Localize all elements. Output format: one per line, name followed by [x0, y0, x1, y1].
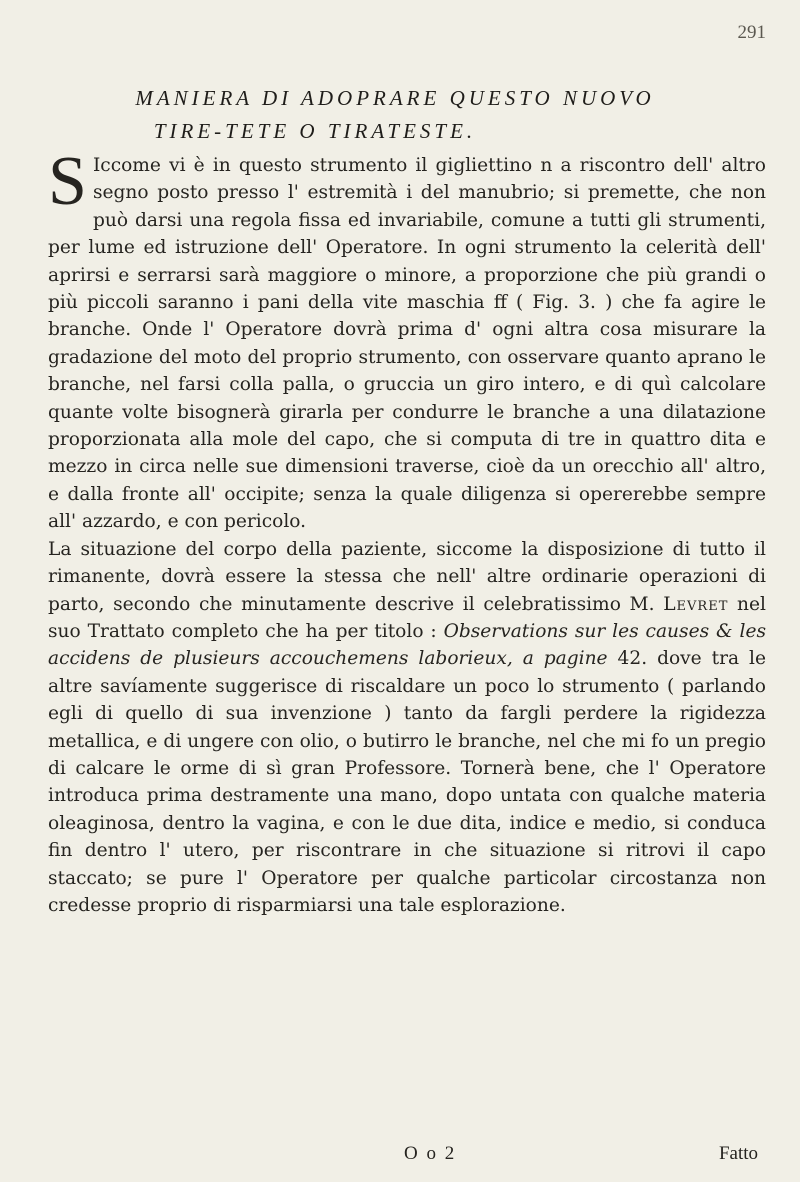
catchword: Fatto — [718, 1143, 758, 1164]
paragraph-2 — [48, 536, 766, 920]
section-heading-line-2: TIRE-TETE O TIRATESTE. — [153, 119, 477, 143]
cited-title: Observations sur les causes & les accidens de plusieurs accouchemens laborieux, a pagine — [48, 620, 766, 670]
paragraph-2-text-c: 42. dove tra le altre savíamente suggerisce di riscaldare un poco lo strumento ( parlando egli di quello di sua invenzione ) tanto da fargli perdere la rigidezza metallica, e di ungere con olio, o butirro le branche, nel che mi fo un pregio di calcare le orme di sì gran Professore. Tornerà bene, che l' Operatore introduca prima destramente una mano, dopo untata con qualche materia oleaginosa, dentro la vagina, e con le due dita, indice e medio, si conduca fin dentro l' utero, per riscontrare in che situazione si ritrovi il capo staccato; se pure l' Operatore per qualche particolar circostanza non credesse proprio di risparmiarsi una tale esplorazione. — [48, 648, 766, 916]
paragraph-1-text: Iccome vi è in questo strumento il gigliettino n a riscontro dell' altro segno posto presso l' estremità i del manubrio; si premette, che non può darsi una regola fissa ed invariabile, comune a tutti gli strumenti, per lume ed istruzione dell' Operatore. In ogni strumento la celerità dell' aprirsi e serrarsi sarà maggiore o minore, a proporzione che più grandi o più piccoli saranno i pani della vite maschia ff ( Fig. 3. ) che fa agire le branche. Onde l' Operatore dovrà prima d' ogni altra cosa misurare la gradazione del moto del proprio strumento, con osservare quanto aprano le branche, nel farsi colla palla, o gruccia un giro intero, e di quì calcolare quante volte bisognerà girarla per condurre le branche a una dilatazione proporzionata alla mole del capo, che si computa di tre in quattro dita e mezzo in circa nelle sue dimensioni traverse, cioè da un orecchio all' altro, e dalla fronte all' occipite; senza la quale diligenza si opererebbe sempre all' azzardo, e con pericolo. — [48, 155, 766, 533]
paragraph-2-text-b: nel suo Trattato completo che ha per titolo : — [48, 593, 766, 642]
paragraph-1 — [48, 143, 766, 536]
drop-cap: S — [48, 143, 87, 220]
cited-author: Levret — [663, 593, 729, 615]
signature-mark: O o 2 — [404, 1143, 457, 1164]
body-text — [48, 143, 766, 919]
paragraph-2-text-a: La situazione del corpo della paziente, siccome la disposizione di tutto il rimanente, dovrà essere la stessa che nell' altre ordinarie operazioni di parto, secondo che minutamente descrive il celebratissimo M. — [48, 538, 766, 615]
page-number: 291 — [737, 22, 766, 43]
section-heading-line-1: MANIERA DI ADOPRARE QUESTO NUOVO — [135, 86, 655, 110]
